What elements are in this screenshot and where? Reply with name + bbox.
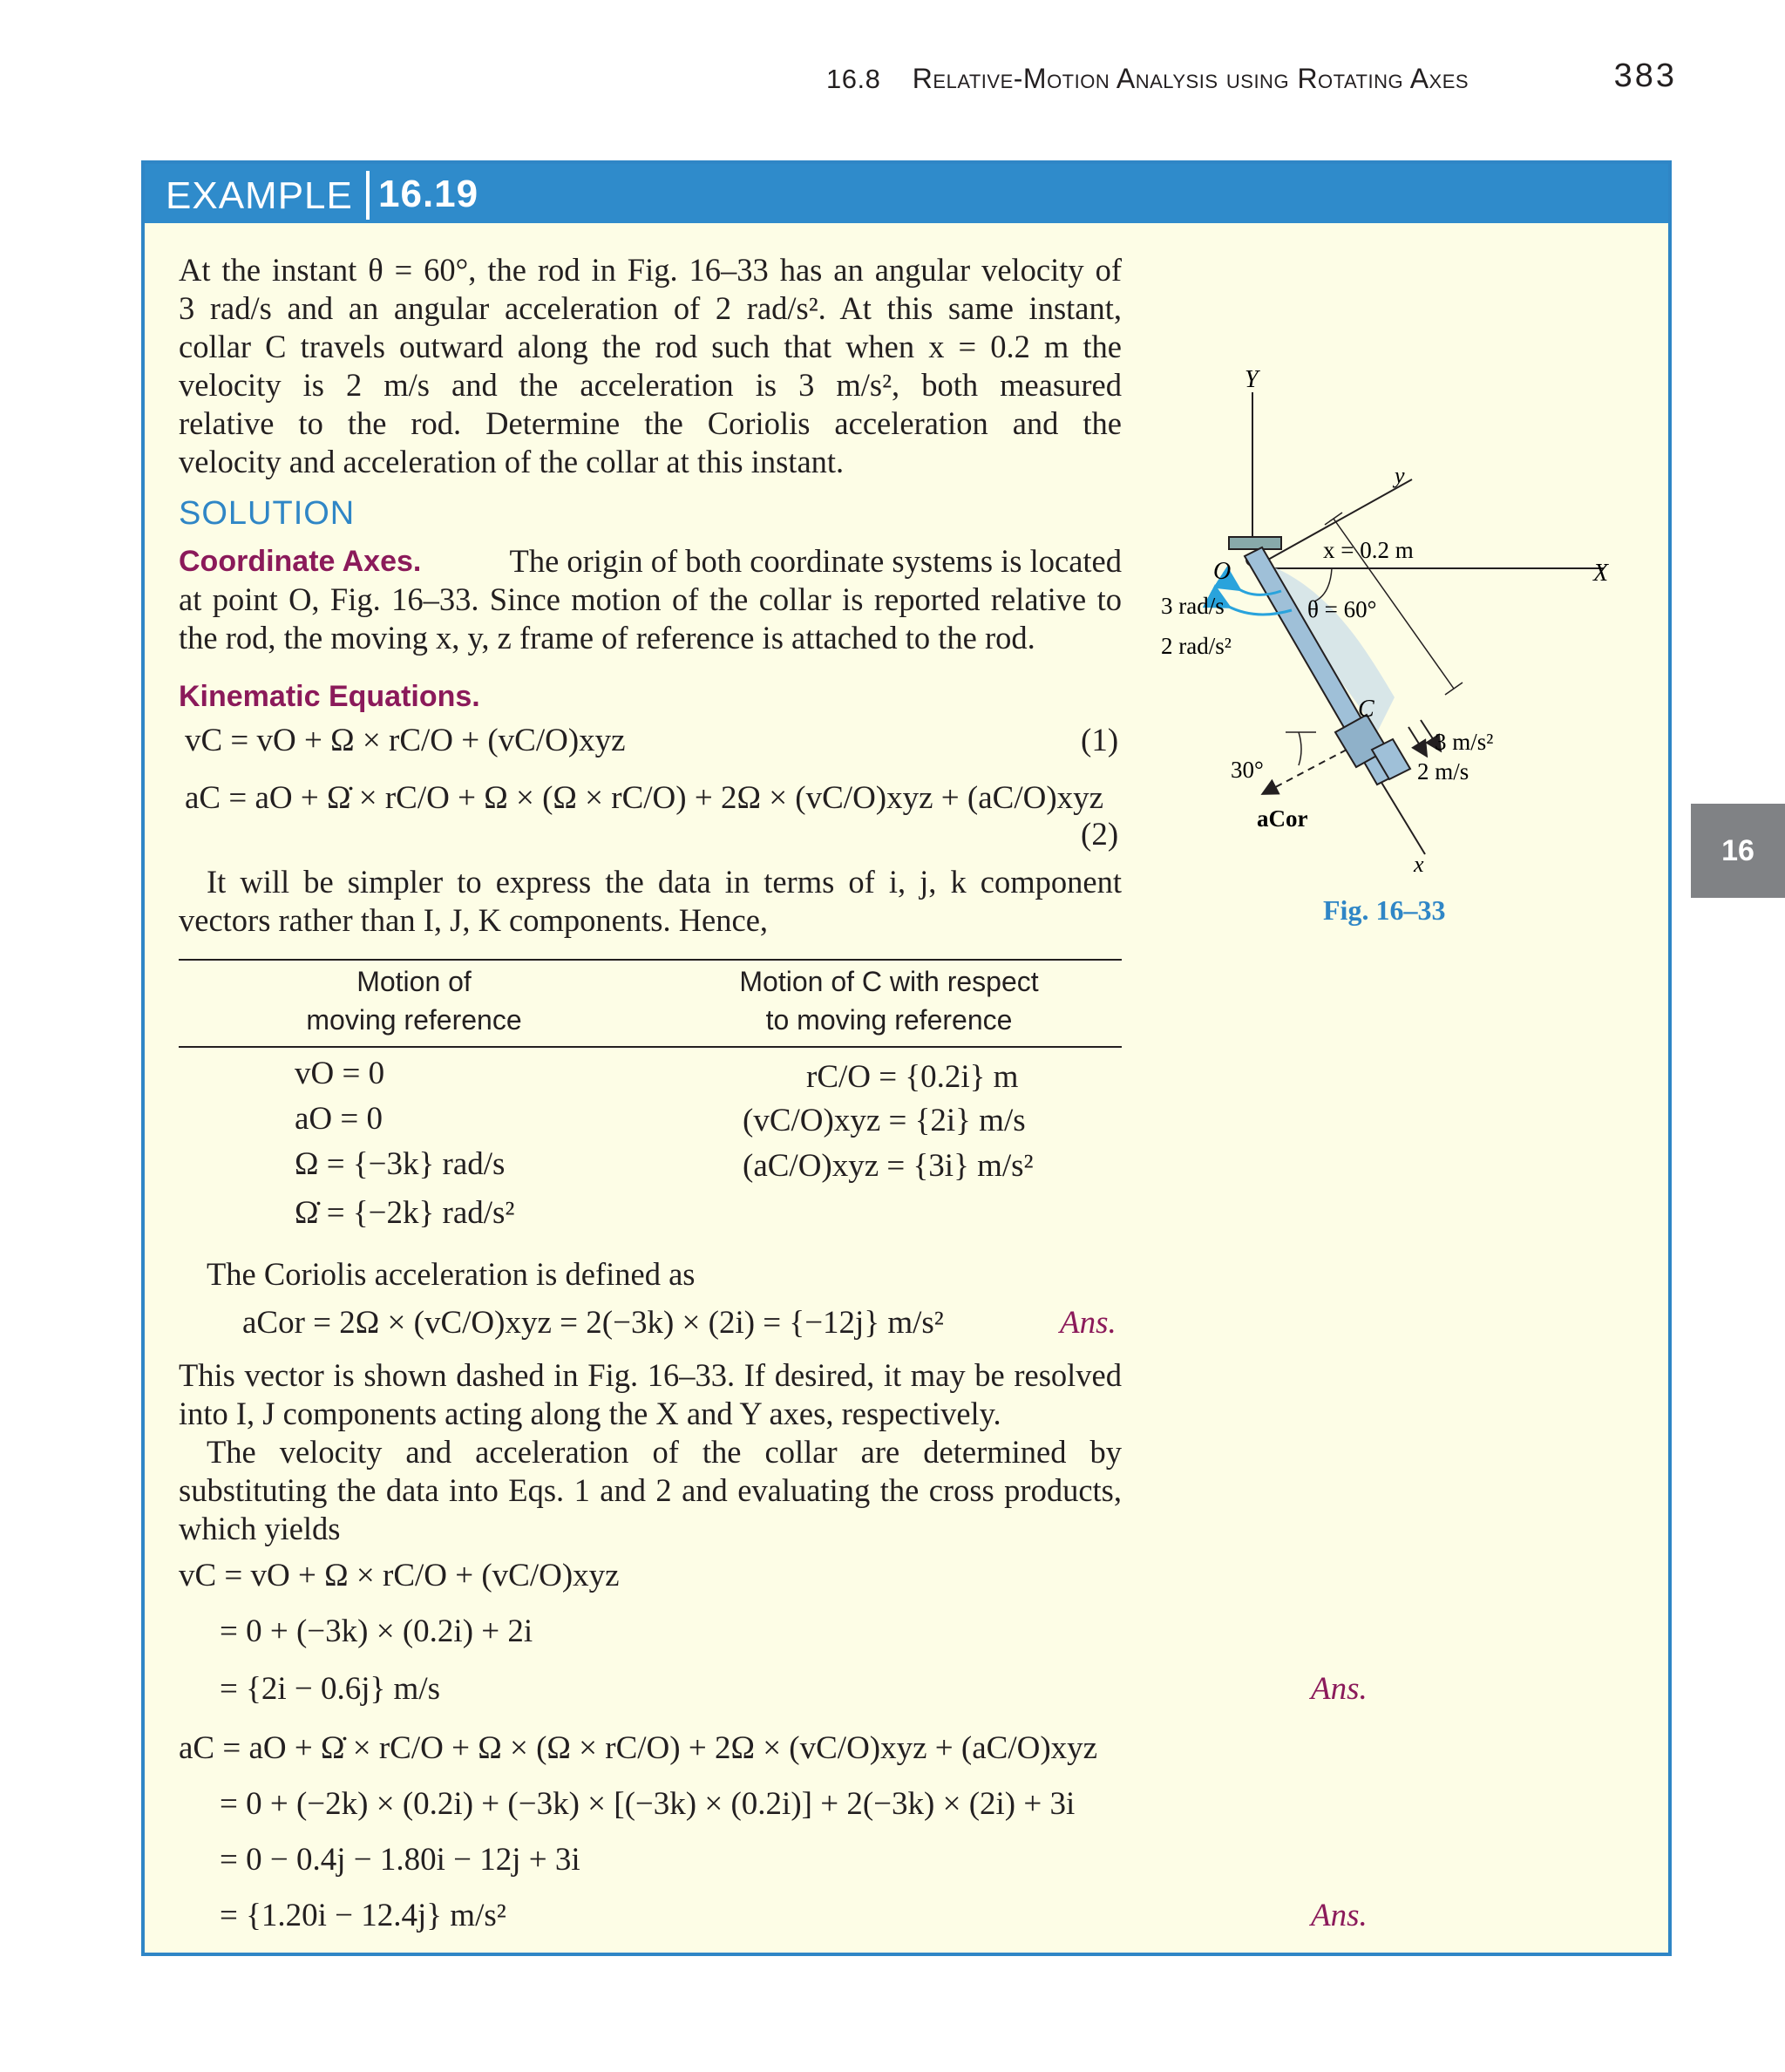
table-header-rule: [179, 1046, 1122, 1048]
problem-line: 3 rad/s and an angular acceleration of 2 rad/s². At this same instant,: [179, 290, 1122, 326]
label-omega: 3 rad/s: [1161, 593, 1225, 619]
after-line: The velocity and acceleration of the collar are determined by: [207, 1434, 1122, 1470]
kinematic-equations-heading: Kinematic Equations.: [179, 680, 480, 713]
equation-1: vC = vO + Ω × rC/O + (vC/O)xyz: [185, 723, 626, 758]
acceleration-line-3: = 0 − 0.4j − 1.80i − 12j + 3i: [220, 1842, 580, 1878]
chapter-tab: 16: [1691, 804, 1785, 898]
label-C: C: [1358, 696, 1374, 723]
label-Y: Y: [1245, 366, 1259, 393]
coriolis-answer-label: Ans.: [1060, 1305, 1116, 1341]
coord-line: at point O, Fig. 16–33. Since motion of the collar is reported relative to: [179, 581, 1122, 617]
equation-2: aC = aO + Ω̇ × rC/O + Ω × (Ω × rC/O) + 2Ω × (vC/O)xyz + (aC/O)xyz: [185, 780, 1104, 816]
problem-line: At the instant θ = 60°, the rod in Fig. 16–33 has an angular velocity of: [179, 252, 1122, 288]
table-row: (vC/O)xyz = {2i} m/s: [743, 1103, 1026, 1138]
table-row: (aC/O)xyz = {3i} m/s²: [743, 1148, 1034, 1184]
label-acor: aCor: [1257, 805, 1308, 832]
velocity-line-1: vC = vO + Ω × rC/O + (vC/O)xyz: [179, 1558, 620, 1593]
problem-line: collar C travels outward along the rod such that when x = 0.2 m the: [179, 329, 1122, 364]
acceleration-answer-label: Ans.: [1311, 1898, 1368, 1933]
coord-line-1: [179, 542, 1122, 581]
equation-1-number: (1): [1081, 723, 1119, 758]
label-y: y: [1395, 463, 1405, 488]
simpler-line: It will be simpler to express the data in terms of i, j, k component: [207, 864, 1122, 900]
label-rel-acc: 3 m/s²: [1435, 729, 1494, 755]
col2-header-line: to moving reference: [765, 1004, 1013, 1036]
example-title-bar: [145, 164, 1668, 223]
coord-line: the rod, the moving x, y, z frame of reference is attached to the rod.: [179, 620, 1035, 656]
pin-support: [1229, 537, 1281, 549]
after-line: substituting the data into Eqs. 1 and 2 and evaluating the cross products,: [179, 1472, 1122, 1508]
after-line: which yields: [179, 1511, 341, 1546]
velocity-answer-label: Ans.: [1311, 1671, 1368, 1707]
table-row: rC/O = {0.2i} m: [806, 1059, 1019, 1095]
problem-statement: [179, 251, 1122, 481]
simpler-paragraph: [179, 863, 1122, 940]
problem-line: relative to the rod. Determine the Coriolis acceleration and the: [179, 405, 1122, 441]
table-col1-header: [214, 962, 614, 1039]
coriolis-equation: aCor = 2Ω × (vC/O)xyz = 2(−3k) × (2i) = {−12j} m/s²: [242, 1305, 944, 1341]
velocity-line-3: = {2i − 0.6j} m/s: [220, 1671, 441, 1707]
problem-line: velocity is 2 m/s and the acceleration is 3 m/s², both measured: [179, 367, 1122, 403]
section-number: 16.8: [826, 64, 881, 94]
coord-line: The origin of both coordinate systems is located: [509, 543, 1122, 579]
table-top-rule: [179, 959, 1122, 961]
acceleration-line-2: = 0 + (−2k) × (0.2i) + (−3k) × [(−3k) × (0.2i)] + 2(−3k) × (2i) + 3i: [220, 1786, 1076, 1822]
kinematic-heading-wrap: [179, 676, 480, 716]
coordinate-axes-paragraph: [179, 542, 1122, 657]
table-row: vO = 0: [295, 1056, 385, 1091]
problem-line: velocity and acceleration of the collar at this instant.: [179, 444, 845, 479]
figure-caption: Fig. 16–33: [1323, 894, 1446, 926]
col2-header-line: Motion of C with respect: [739, 966, 1039, 997]
col1-header-line: Motion of: [356, 966, 472, 997]
table-row: Ω = {−3k} rad/s: [295, 1146, 506, 1182]
table-row: aO = 0: [295, 1101, 383, 1137]
equation-2-number: (2): [1081, 817, 1119, 853]
label-30deg: 30°: [1231, 757, 1264, 783]
title-divider: [366, 171, 370, 220]
page-number: 383: [1613, 58, 1677, 94]
after-line: into I, J components acting along the X and Y axes, respectively.: [179, 1396, 1001, 1431]
col1-header-line: moving reference: [306, 1004, 522, 1036]
figure-16-33: [1133, 366, 1673, 941]
label-O: O: [1213, 558, 1232, 585]
label-theta: θ = 60°: [1307, 596, 1377, 622]
acceleration-line-1: aC = aO + Ω̇ × rC/O + Ω × (Ω × rC/O) + 2Ω × (vC/O)xyz + (aC/O)xyz: [179, 1730, 1098, 1766]
acor-vector: [1264, 750, 1347, 793]
running-header: [826, 63, 1469, 95]
label-rel-vel: 2 m/s: [1417, 758, 1469, 785]
solution-heading: SOLUTION: [179, 495, 356, 532]
coriolis-intro: The Coriolis acceleration is defined as: [207, 1256, 696, 1292]
label-X: X: [1593, 560, 1609, 587]
after-coriolis-paragraph: [179, 1356, 1122, 1548]
rel-vel-arrow: [1408, 727, 1426, 755]
label-alpha: 2 rad/s²: [1161, 633, 1232, 659]
example-label: EXAMPLE: [166, 174, 353, 217]
label-x-dist: x = 0.2 m: [1323, 537, 1414, 563]
coordinate-axes-heading: Coordinate Axes.: [179, 545, 422, 578]
table-row: Ω̇ = {−2k} rad/s²: [295, 1195, 515, 1231]
acceleration-line-4: = {1.20i − 12.4j} m/s²: [220, 1898, 506, 1933]
after-line: This vector is shown dashed in Fig. 16–33. If desired, it may be resolved: [179, 1357, 1122, 1393]
label-x: x: [1414, 852, 1424, 877]
table-col2-header: [689, 962, 1089, 1039]
simpler-line: vectors rather than I, J, K components. Hence,: [179, 902, 769, 938]
example-number: 16.19: [378, 173, 479, 215]
section-title: Relative-Motion Analysis using Rotating Axes: [912, 63, 1469, 94]
velocity-line-2: = 0 + (−3k) × (0.2i) + 2i: [220, 1613, 533, 1649]
